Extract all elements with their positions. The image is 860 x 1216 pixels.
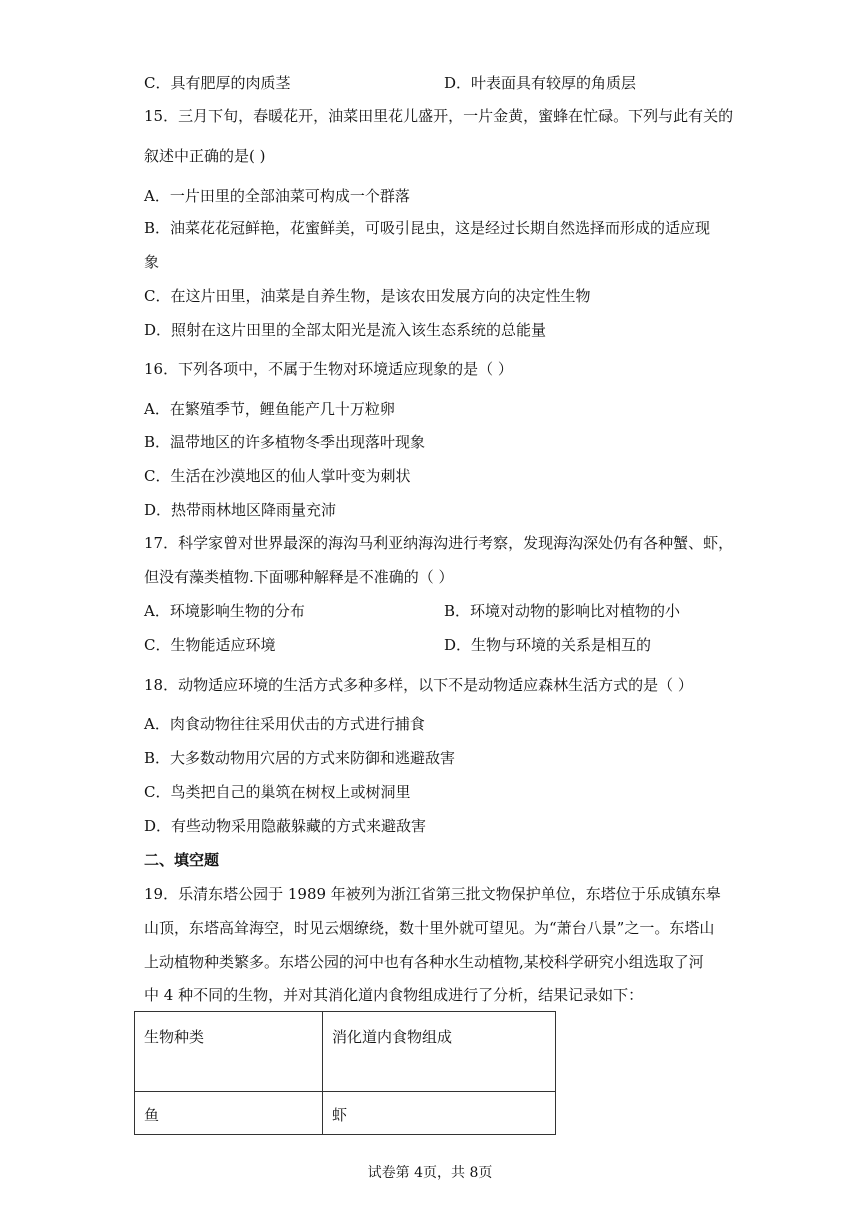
table-header-row (135, 1012, 556, 1092)
q14-option-d: D．叶表面具有较厚的角质层 (444, 74, 637, 92)
q18-stem: 18．动物适应环境的生活方式多种多样，以下不是动物适应森林生活方式的是（ ） (144, 676, 693, 694)
table-header-cell: 消化道内食物组成 (323, 1012, 556, 1092)
q19-line-3: 上动植物种类繁多。东塔公园的河中也有各种水生动植物,某校科学研究小组选取了河 (144, 953, 704, 971)
q18-option-b: B．大多数动物用穴居的方式来防御和逃避敌害 (144, 749, 456, 767)
q15-option-a: A．一片田里的全部油菜可构成一个群落 (144, 187, 410, 205)
q16-option-d: D．热带雨林地区降雨量充沛 (144, 501, 337, 519)
q18-option-a: A．肉食动物往往采用伏击的方式进行捕食 (144, 715, 425, 733)
q16-option-c: C．生活在沙漠地区的仙人掌叶变为刺状 (144, 467, 411, 485)
table-cell: 虾 (323, 1092, 556, 1135)
q19-line-2: 山顶，东塔高耸海空，时见云烟缭绕，数十里外就可望见。为“萧台八景”之一。东塔山 (144, 919, 715, 937)
page-footer: 试卷第 4页，共 8页 (367, 1165, 493, 1181)
q16-stem: 16．下列各项中，不属于生物对环境适应现象的是（ ） (144, 360, 513, 378)
q15-option-b-line-1: B．油菜花花冠鲜艳，花蜜鲜美，可吸引昆虫，这是经过长期自然选择而形成的适应现 (144, 219, 711, 237)
table-cell: 鱼 (135, 1092, 323, 1135)
q19-line-1: 19．乐清东塔公园于 1989 年被列为浙江省第三批文物保护单位，东塔位于乐成镇东皋 (144, 885, 721, 903)
q15-option-b-line-2: 象 (144, 253, 160, 271)
table-row (135, 1092, 556, 1135)
q18-option-c: C．鸟类把自己的巢筑在树杈上或树洞里 (144, 783, 411, 801)
q15-stem-line-1: 15．三月下旬，春暖花开，油菜田里花儿盛开，一片金黄，蜜蜂在忙碌。下列与此有关的 (144, 107, 734, 125)
q14-option-c: C．具有肥厚的肉质茎 (144, 74, 291, 92)
q17-option-c: C．生物能适应环境 (144, 636, 276, 654)
q18-option-d: D．有些动物采用隐蔽躲藏的方式来避敌害 (144, 817, 427, 835)
section-title: 二、填空题 (144, 851, 220, 869)
q16-option-b: B．温带地区的许多植物冬季出现落叶现象 (144, 433, 426, 451)
q16-option-a: A．在繁殖季节，鲤鱼能产几十万粒卵 (144, 400, 395, 418)
q17-option-a: A．环境影响生物的分布 (144, 602, 305, 620)
food-composition-table (134, 1011, 556, 1135)
q15-option-d: D．照射在这片田里的全部太阳光是流入该生态系统的总能量 (144, 321, 547, 339)
q15-option-c: C．在这片田里，油菜是自养生物，是该农田发展方向的决定性生物 (144, 287, 591, 305)
q17-stem-line-2: 但没有藻类植物.下面哪种解释是不准确的（ ） (144, 568, 454, 586)
table-header-cell: 生物种类 (135, 1012, 323, 1092)
q17-stem-line-1: 17．科学家曾对世界最深的海沟马利亚纳海沟进行考察，发现海沟深处仍有各种蟹、虾， (144, 534, 734, 552)
q15-stem-line-2: 叙述中正确的是( ) (144, 147, 266, 165)
q19-line-4: 中 4 种不同的生物，并对其消化道内食物组成进行了分析，结果记录如下： (144, 986, 644, 1004)
q17-option-b: B．环境对动物的影响比对植物的小 (444, 602, 681, 620)
q17-option-d: D．生物与环境的关系是相互的 (444, 636, 652, 654)
